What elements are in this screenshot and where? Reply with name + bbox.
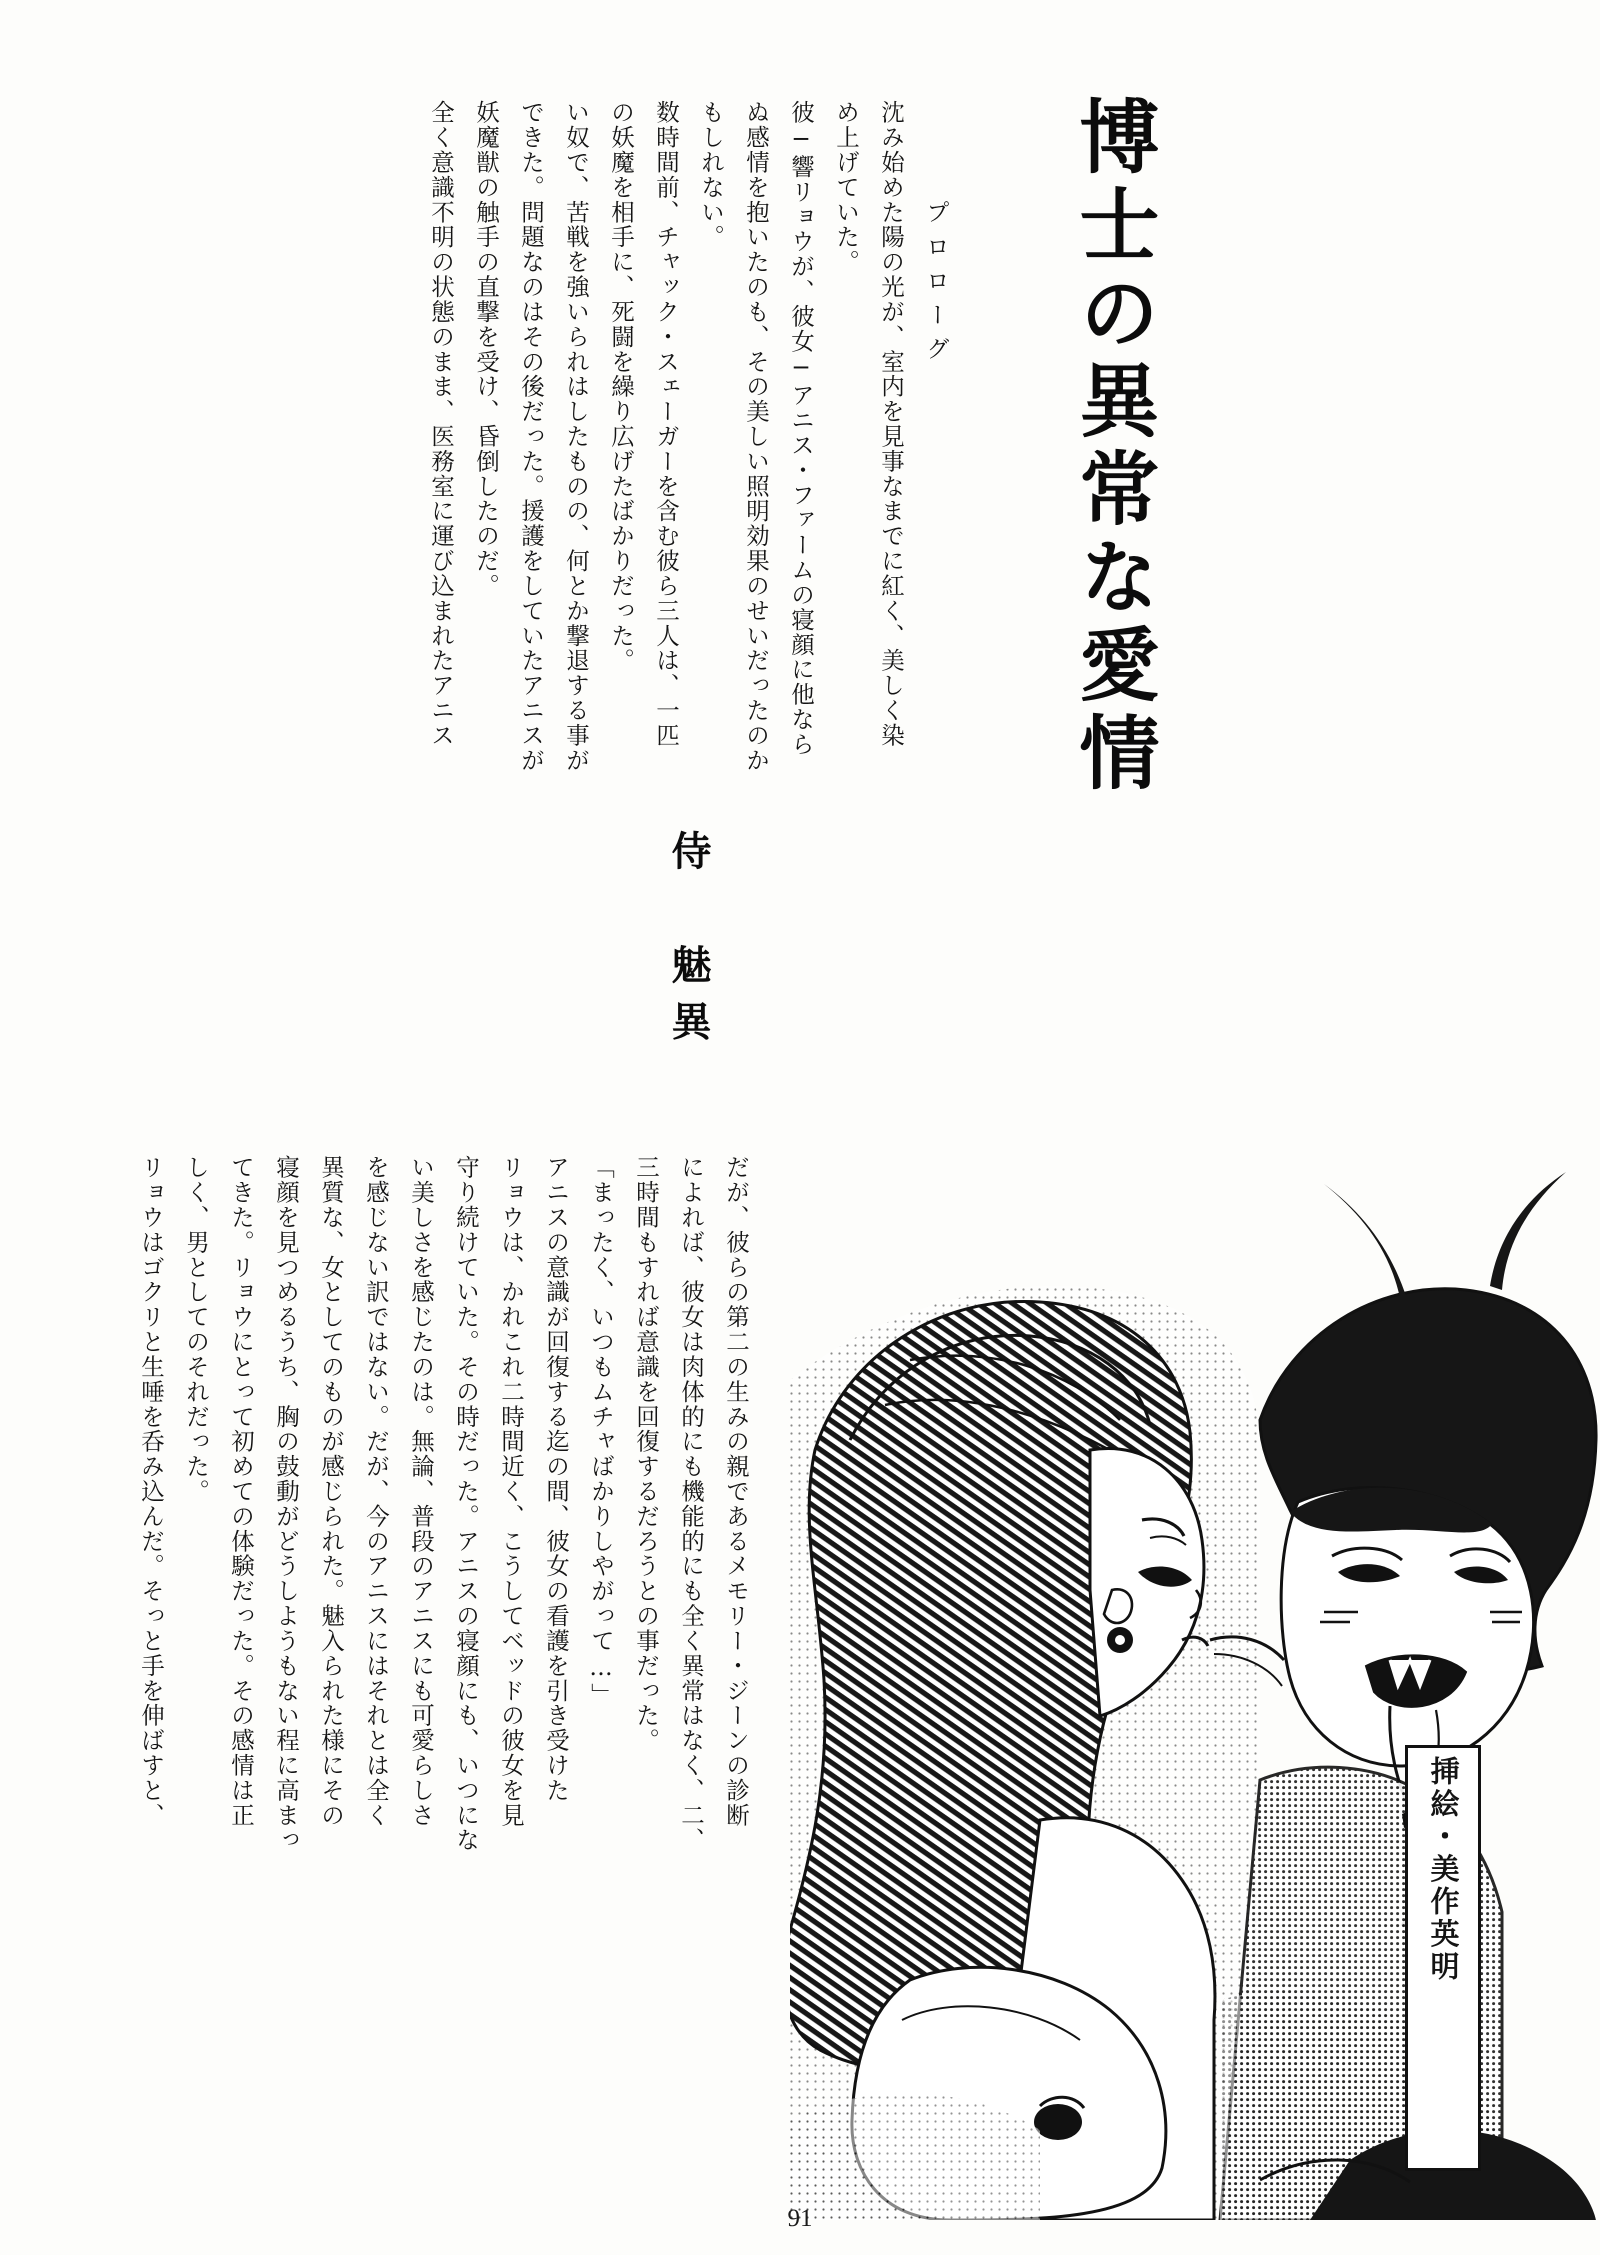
text-line: い奴で、苦戦を強いられはしたものの、何とか撃退する事が	[562, 100, 590, 773]
text-line: アニスの意識が回復する迄の間、彼女の看護を引き受けた	[542, 1155, 570, 1803]
text-line: てきた。リョウにとって初めての体験だった。その感情は正	[227, 1155, 255, 1828]
text-line: 妖魔獣の触手の直撃を受け、昏倒したのだ。	[472, 100, 500, 599]
text-line: 全く意識不明の状態のまま、医務室に運び込まれたアニス	[427, 100, 455, 748]
text-line: を感じない訳ではない。だが、今のアニスにはそれとは全く	[362, 1155, 390, 1828]
text-line: 沈み始めた陽の光が、室内を見事なまでに紅く、美しく染	[877, 100, 905, 748]
text-line: め上げていた。	[832, 100, 860, 275]
text-line: もしれない。	[697, 100, 725, 250]
text-line: リョウはゴクリと生唾を呑み込んだ。そっと手を伸ばすと、	[137, 1155, 165, 1828]
text-line: 三時間もすれば意識を回復するだろうとの事だった。	[632, 1155, 660, 1753]
text-line: い美しさを感じたのは。無論、普段のアニスにも可愛らしさ	[407, 1155, 435, 1828]
page-number: 91	[787, 2205, 813, 2232]
text-line: 彼─響リョウが、彼女─アニス・ファームの寝顔に他なら	[787, 100, 815, 757]
text-line: 寝顔を見つめるうち、胸の鼓動がどうしようもない程に高まっ	[272, 1155, 300, 1853]
text-line: によれば、彼女は肉体的にも機能的にも全く異常はなく、二、	[677, 1155, 705, 1853]
page-title: 博士の異常な愛情	[1066, 95, 1160, 799]
text-line: 守り続けていた。その時だった。アニスの寝顔にも、いつにな	[452, 1155, 480, 1853]
author-name: 侍 魅異	[665, 830, 712, 1058]
text-line: できた。問題なのはその後だった。援護をしていたアニスが	[517, 100, 545, 773]
text-line: 数時間前、チャック・スェーガーを含む彼ら三人は、一匹	[652, 100, 680, 748]
text-line: だが、彼らの第二の生みの親であるメモリー・ジーンの診断	[722, 1155, 750, 1828]
prologue-label: プロローグ	[922, 200, 950, 371]
text-line: しく、男としてのそれだった。	[182, 1155, 210, 1504]
illustration-credit: 挿絵・美作英明	[1426, 1756, 1461, 1984]
text-line: 「まったく、いつもムチャばかりしやがって…」	[587, 1155, 615, 1708]
text-line: リョウは、かれこれ二時間近く、こうしてベッドの彼女を見	[497, 1155, 525, 1828]
text-line: の妖魔を相手に、死闘を繰り広げたばかりだった。	[607, 100, 635, 673]
illustration-credit-box	[1405, 1745, 1481, 2171]
text-line: 異質な、女としてのものが感じられた。魅入られた様にその	[317, 1155, 345, 1828]
text-line: ぬ感情を抱いたのも、その美しい照明効果のせいだったのか	[742, 100, 770, 773]
